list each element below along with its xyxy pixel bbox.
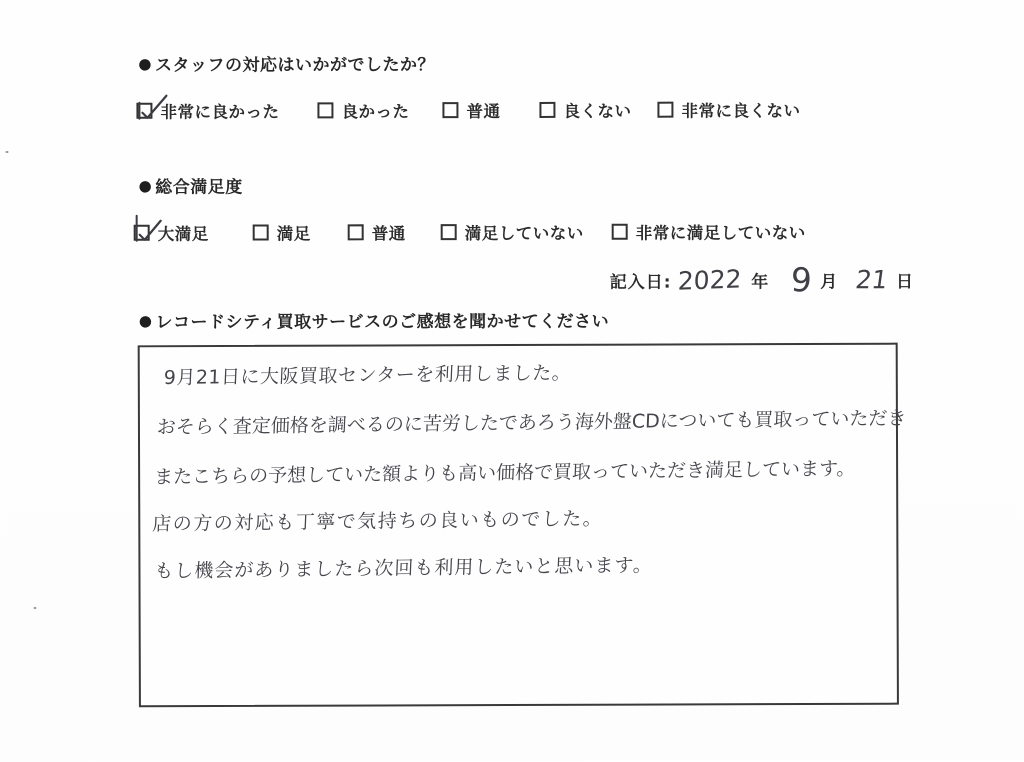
checkbox-sat-very-unsatisfied[interactable] xyxy=(612,224,628,240)
handwritten-check-icon xyxy=(132,213,168,247)
handwritten-comment-line: 店の方の対応も丁寧で気持ちの良いものでした。 xyxy=(151,507,604,536)
option-sat-neutral xyxy=(348,220,406,244)
bullet-icon: ● xyxy=(138,311,153,330)
option-label: 満足していない xyxy=(464,223,584,244)
option-staff-good xyxy=(317,98,409,122)
checkbox-staff-bad[interactable] xyxy=(539,102,555,118)
option-sat-unsatisfied xyxy=(441,220,584,244)
option-label: 普通 xyxy=(466,102,501,122)
option-staff-very-good xyxy=(136,98,279,122)
entry-date-day-value: 21 xyxy=(854,264,891,294)
checkbox-staff-very-good[interactable] xyxy=(136,103,152,119)
bullet-icon: ● xyxy=(138,176,153,195)
option-label: 良かった xyxy=(341,102,410,122)
entry-date-year-value: 2022 xyxy=(677,263,742,296)
question-title-text: レコードシティ買取サービスのご感想を聞かせてください xyxy=(155,311,610,333)
entry-date-year-unit: 年 xyxy=(751,271,770,292)
checkbox-staff-very-bad[interactable] xyxy=(657,102,673,118)
option-sat-satisfied xyxy=(253,220,311,244)
handwritten-check-icon xyxy=(134,91,170,125)
bullet-icon: ● xyxy=(138,54,152,73)
checkbox-sat-neutral[interactable] xyxy=(348,224,364,240)
comments-question-title xyxy=(139,307,609,333)
option-label: 非常に満足していない xyxy=(635,223,806,243)
question-title-text: 総合満足度 xyxy=(155,177,243,198)
scan-speck xyxy=(6,151,9,153)
checkbox-sat-unsatisfied[interactable] xyxy=(441,224,457,240)
option-label: 非常に良かった xyxy=(160,102,280,122)
entry-date-month-unit: 月 xyxy=(820,271,839,292)
handwritten-comment-line: またこちらの予想していた額よりも高い価格で買取っていただき満足しています。 xyxy=(153,457,856,489)
option-label: 普通 xyxy=(371,224,406,244)
entry-date-day-unit: 日 xyxy=(896,271,915,292)
handwritten-comment-line: おそらく査定価格を調べるのに苦労したであろう海外盤CDについても買取っていただき xyxy=(156,407,907,439)
option-staff-very-bad xyxy=(657,97,800,121)
handwritten-comment-line: もし機会がありましたら次回も利用したいと思います。 xyxy=(153,554,654,583)
entry-date-label: 記入日: xyxy=(609,272,672,293)
option-staff-neutral xyxy=(442,98,500,122)
option-label: 非常に良くない xyxy=(681,101,801,121)
comments-answer-box xyxy=(138,343,907,708)
option-label: 満足 xyxy=(276,224,311,244)
scan-speck xyxy=(33,607,36,609)
satisfaction-question-title xyxy=(139,173,243,198)
checkbox-sat-very-satisfied[interactable] xyxy=(134,225,150,241)
handwritten-comment-line: 9月21日に大阪買取センターを利用しました。 xyxy=(163,362,572,390)
checkbox-sat-satisfied[interactable] xyxy=(253,225,269,241)
option-label: 良くない xyxy=(563,101,632,121)
checkbox-staff-neutral[interactable] xyxy=(442,102,458,118)
question-title-text: スタッフの対応はいかがでしたか？ xyxy=(154,55,435,76)
option-sat-very-unsatisfied xyxy=(612,219,806,243)
checkbox-staff-good[interactable] xyxy=(317,102,333,118)
staff-question-title xyxy=(138,50,435,76)
option-sat-very-satisfied xyxy=(134,221,209,245)
option-label: 大満足 xyxy=(157,224,209,244)
option-staff-bad xyxy=(539,98,631,122)
entry-date-month-value: 9 xyxy=(790,259,814,300)
entry-date-line xyxy=(610,257,914,302)
